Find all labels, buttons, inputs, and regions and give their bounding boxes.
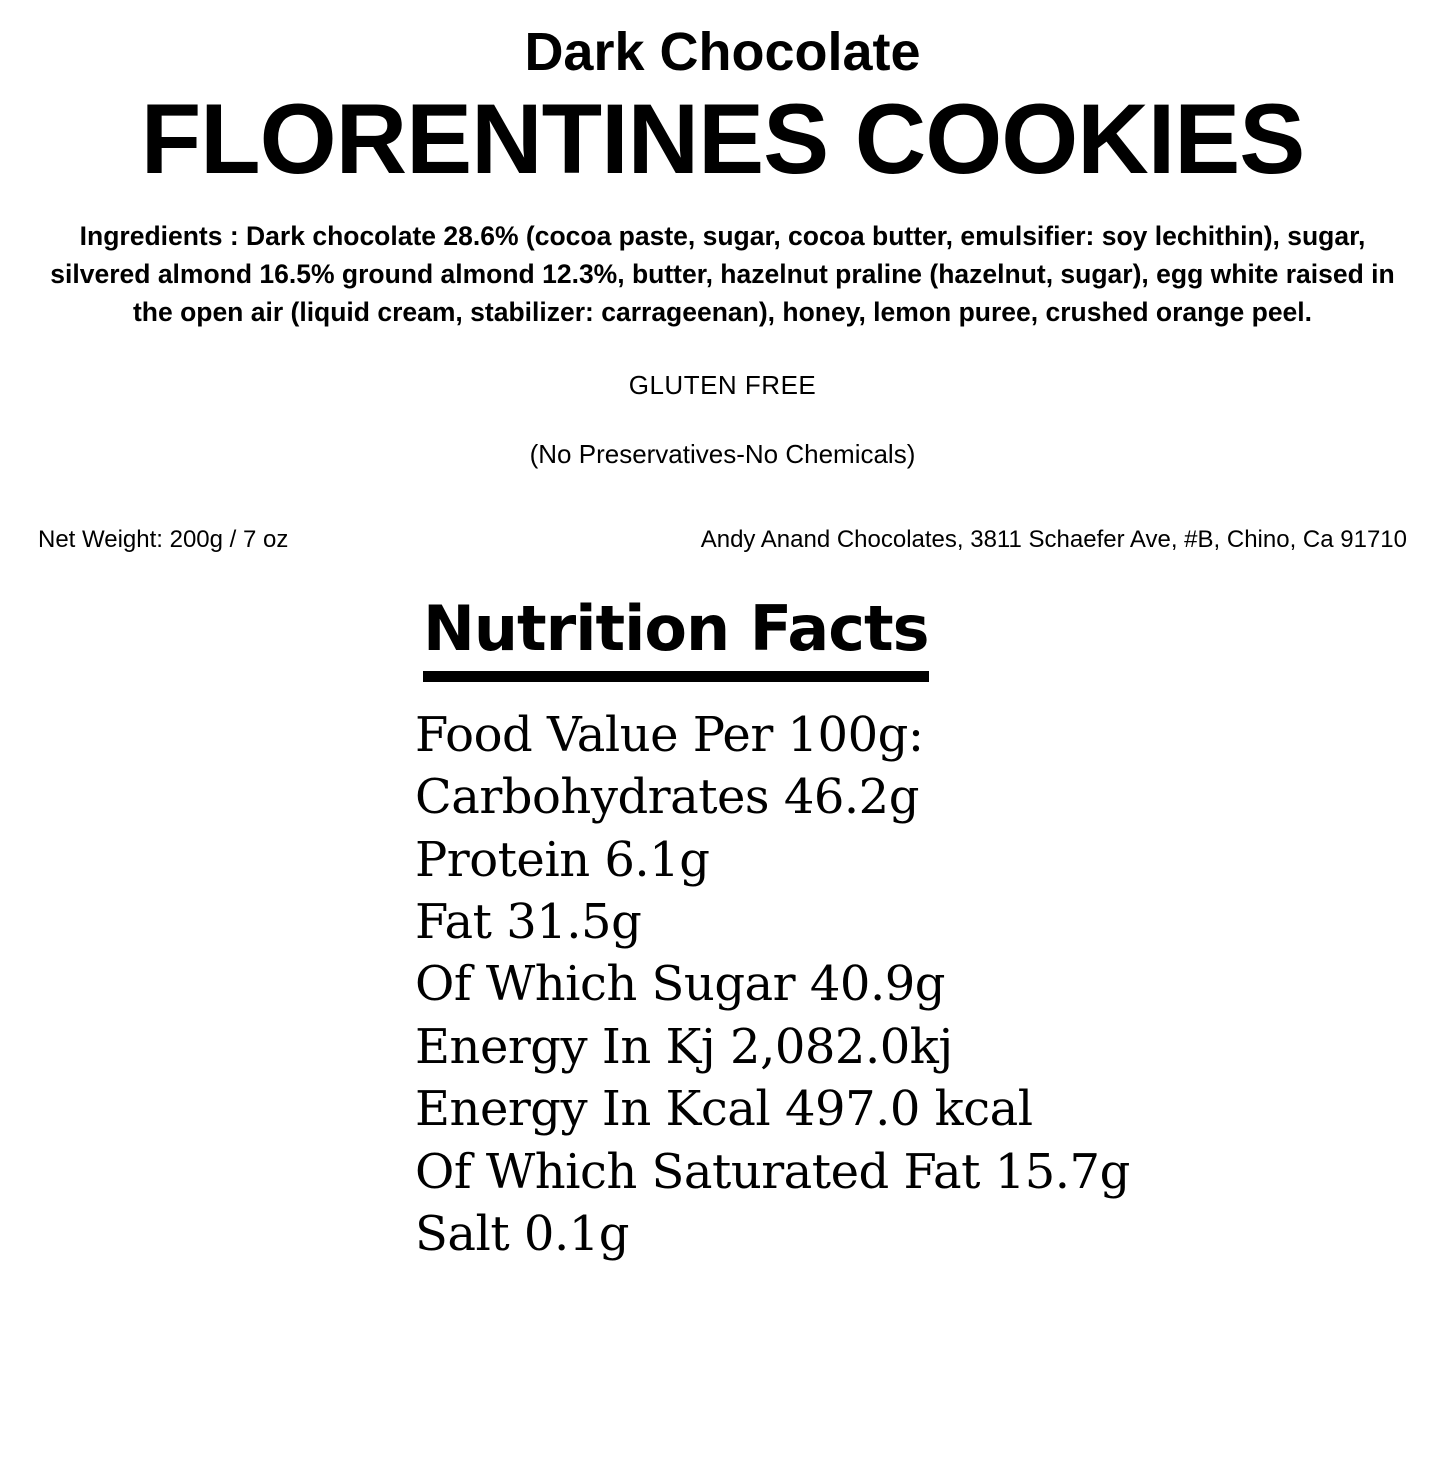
gluten-free-claim: GLUTEN FREE: [628, 369, 817, 400]
nutrition-row: Of Which Saturated Fat 15.7g: [415, 1143, 1130, 1200]
ingredients-text: Ingredients : Dark chocolate 28.6% (cocoa paste, sugar, cocoa butter, emulsifier: soy lechithin), sugar, silvered almond 16.5% ground almond 12.3%, butter, hazelnut praline (hazelnut, sugar), egg white raised in the open air (liquid cream, stabilizer: carrageenan), honey, lemon puree, crushed orange peel.: [50, 220, 1395, 328]
product-label: [0, 24, 1445, 1469]
nutrition-facts-panel: [30, 592, 1415, 1266]
product-subtitle: Dark Chocolate: [524, 22, 921, 82]
nutrition-row: Salt 0.1g: [415, 1206, 629, 1263]
product-title: FLORENTINES COOKIES: [140, 82, 1305, 194]
nutrition-row: Carbohydrates 46.2g: [415, 769, 919, 826]
nutrition-row: Fat 31.5g: [415, 894, 642, 951]
nutrition-row: Energy In Kcal 497.0 kcal: [415, 1081, 1033, 1138]
nutrition-facts-title: Nutrition Facts: [423, 592, 929, 682]
company-address: Andy Anand Chocolates, 3811 Schaefer Ave, #B, Chino, Ca 91710: [700, 525, 1407, 553]
nutrition-facts-list: [415, 704, 1415, 1266]
label-meta-row: [30, 526, 1415, 554]
nutrition-row: Energy In Kj 2,082.0kj: [415, 1018, 953, 1075]
nutrition-row: Protein 6.1g: [415, 831, 710, 888]
no-preservatives-claim: (No Preservatives-No Chemicals): [529, 438, 916, 469]
net-weight: Net Weight: 200g / 7 oz: [38, 525, 289, 553]
nutrition-serving-basis: Food Value Per 100g:: [415, 706, 924, 763]
nutrition-row: Of Which Sugar 40.9g: [415, 956, 945, 1013]
